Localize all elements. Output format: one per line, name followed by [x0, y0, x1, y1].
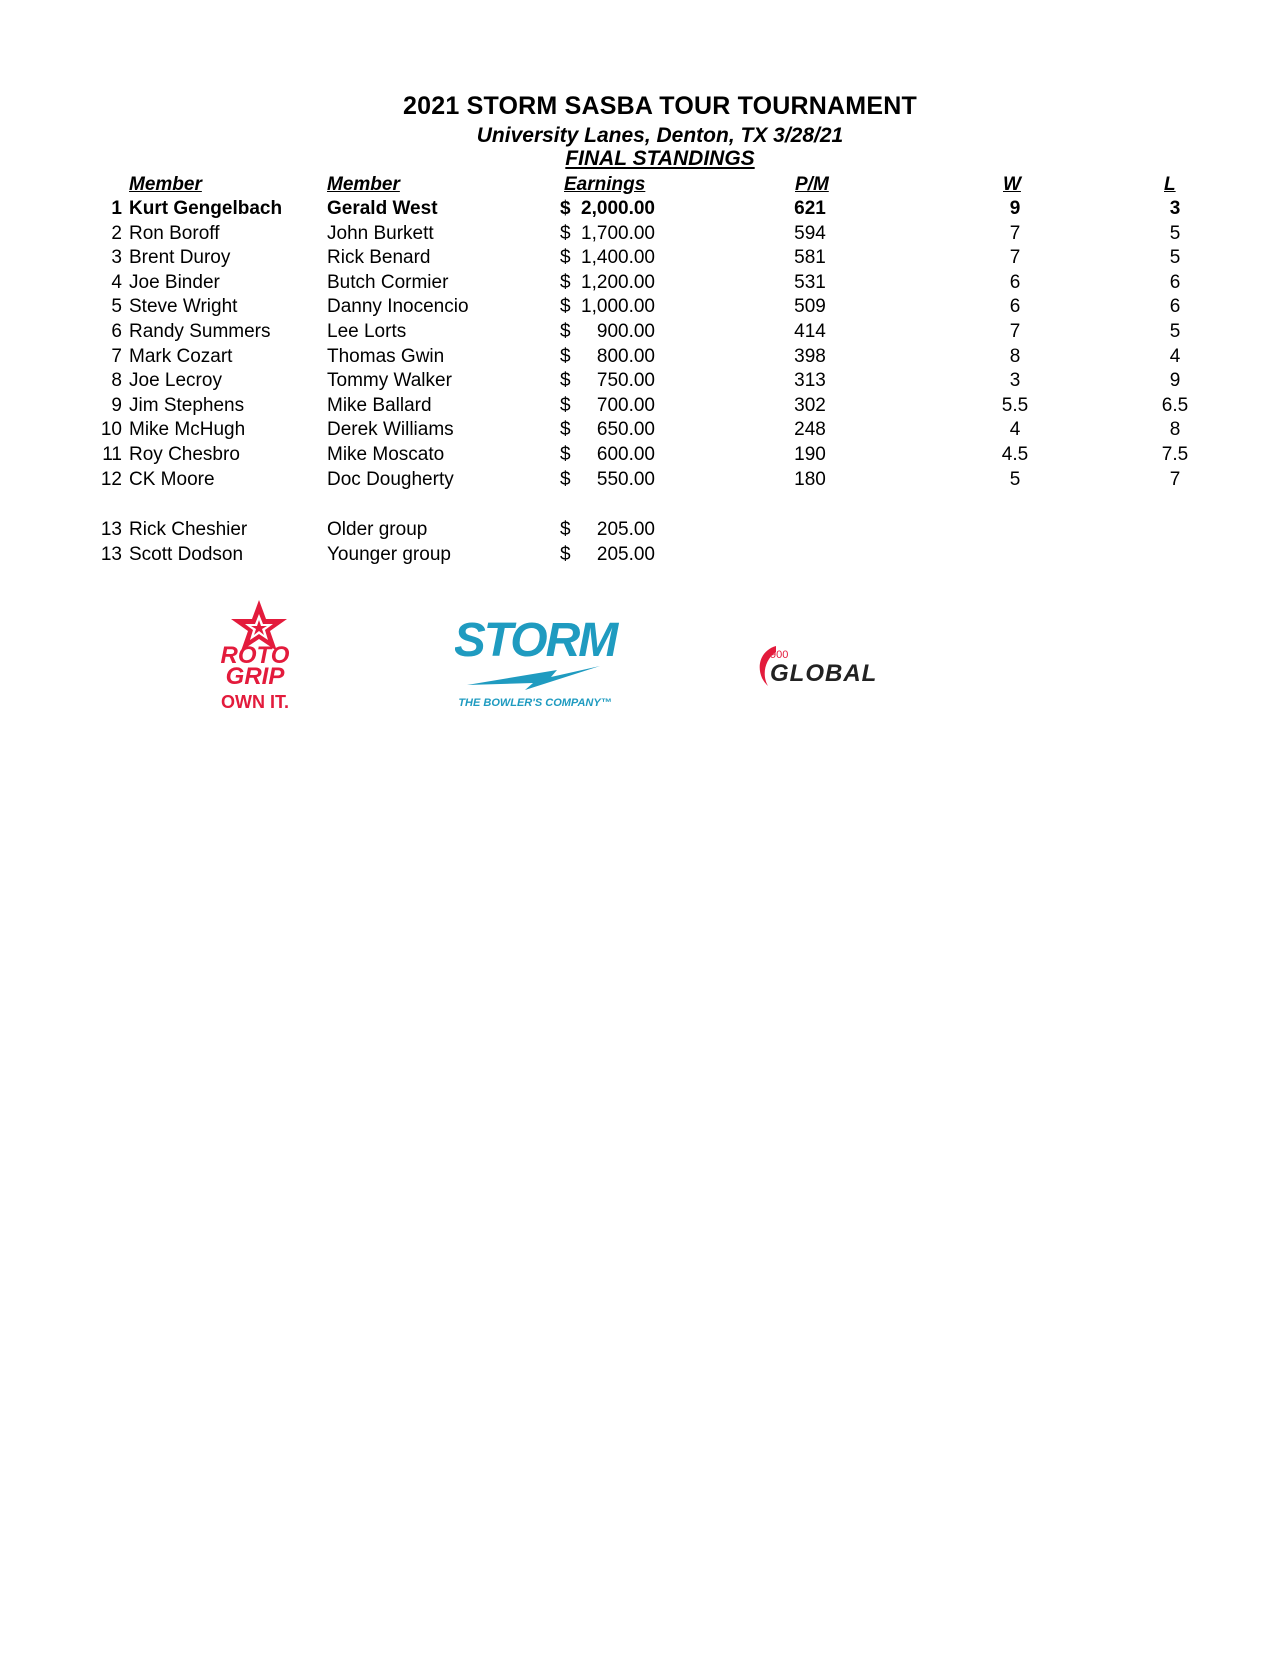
member-1-cell: Joe Lecroy — [129, 370, 222, 392]
wins-cell: 4 — [1009, 419, 1021, 441]
member-1-cell: Randy Summers — [129, 321, 271, 342]
member-1-cell: Scott Dodson — [129, 543, 244, 565]
member-1-cell: Mark Cozart — [129, 345, 233, 367]
dollar-sign: $ — [560, 543, 571, 565]
table-row — [0, 419, 1276, 443]
losses-cell: 8 — [1169, 419, 1181, 441]
table-row — [0, 395, 1276, 419]
wins-cell: 3 — [1009, 370, 1021, 392]
earnings-cell: 600.00 — [596, 444, 655, 465]
pm-cell: 313 — [794, 370, 826, 392]
lightning-bolt-icon — [467, 666, 600, 690]
table-row — [0, 247, 1276, 271]
member-2-cell: Thomas Gwin — [327, 345, 445, 367]
page-subtitle: University Lanes, Denton, TX 3/28/21 — [476, 124, 844, 147]
losses-cell: 3 — [1169, 198, 1181, 219]
rank-cell: 5 — [111, 296, 122, 318]
earnings-cell: 750.00 — [596, 370, 655, 392]
column-header-member-1: Member — [129, 174, 202, 195]
rotogrip-text-roto: ROTO — [220, 642, 290, 669]
pm-cell: 509 — [794, 296, 826, 318]
member-1-cell: Kurt Gengelbach — [129, 198, 283, 219]
earnings-cell: 550.00 — [596, 468, 655, 490]
member-1-cell: Mike McHugh — [129, 419, 246, 441]
rank-cell: 2 — [111, 222, 122, 244]
earnings-cell: 800.00 — [596, 345, 655, 367]
member-2-cell: Lee Lorts — [327, 321, 407, 342]
wins-cell: 6 — [1009, 271, 1021, 293]
rank-cell: 7 — [111, 345, 122, 367]
earnings-cell: 1,200.00 — [581, 271, 655, 293]
rank-cell: 8 — [111, 370, 122, 392]
earnings-cell: 650.00 — [596, 419, 655, 441]
member-1-cell: Brent Duroy — [129, 247, 231, 269]
rank-cell: 1 — [111, 198, 122, 219]
member-2-cell: Younger group — [327, 543, 451, 565]
member-2-cell: Butch Cormier — [327, 271, 449, 293]
dollar-sign: $ — [560, 222, 571, 244]
rank-cell: 13 — [100, 543, 122, 565]
rank-cell: 4 — [111, 271, 122, 293]
900-global-logo — [752, 640, 922, 692]
wins-cell: 5 — [1009, 468, 1021, 490]
900-global-logo-graphic — [752, 640, 922, 692]
storm-logo — [455, 608, 630, 714]
storm-logo-graphic — [455, 608, 630, 714]
member-2-cell: Mike Moscato — [327, 444, 445, 465]
pm-cell: 531 — [794, 271, 826, 293]
losses-cell: 4 — [1169, 345, 1181, 367]
member-2-cell: Derek Williams — [327, 419, 454, 441]
table-row — [0, 519, 1276, 543]
rotogrip-text-grip: GRIP — [225, 663, 285, 690]
losses-cell: 5 — [1169, 321, 1181, 342]
table-row — [0, 370, 1276, 394]
table-row — [0, 469, 1276, 493]
earnings-cell: 205.00 — [596, 519, 655, 540]
losses-cell: 9 — [1169, 370, 1181, 392]
member-1-cell: Jim Stephens — [129, 394, 245, 416]
pm-cell: 621 — [794, 198, 826, 219]
dollar-sign: $ — [560, 394, 571, 416]
table-row — [0, 444, 1276, 468]
table-row — [0, 346, 1276, 370]
table-row — [0, 198, 1276, 222]
losses-cell: 6.5 — [1161, 394, 1189, 416]
losses-cell: 5 — [1169, 247, 1181, 269]
column-header-w: W — [1003, 174, 1021, 195]
dollar-sign: $ — [560, 296, 571, 318]
pm-cell: 398 — [794, 345, 826, 367]
member-2-cell: Doc Dougherty — [327, 468, 454, 490]
member-2-cell: Mike Ballard — [327, 394, 432, 416]
dollar-sign: $ — [560, 271, 571, 293]
dollar-sign: $ — [560, 321, 571, 342]
dollar-sign: $ — [560, 247, 571, 269]
dollar-sign: $ — [560, 444, 571, 465]
member-2-cell: Older group — [327, 519, 428, 540]
pm-cell: 180 — [794, 468, 826, 490]
earnings-cell: 1,400.00 — [581, 247, 655, 269]
storm-tagline: THE BOWLER'S COMPANY™ — [458, 697, 612, 709]
dollar-sign: $ — [560, 519, 571, 540]
dollar-sign: $ — [560, 419, 571, 441]
earnings-cell: 1,000.00 — [581, 296, 655, 318]
rank-cell: 9 — [111, 394, 122, 416]
member-2-cell: Rick Benard — [327, 247, 431, 269]
pm-cell: 414 — [794, 321, 826, 342]
rank-cell: 13 — [100, 519, 122, 540]
losses-cell: 5 — [1169, 222, 1181, 244]
rotogrip-tagline: OWN IT. — [221, 692, 289, 712]
wins-cell: 4.5 — [1001, 444, 1029, 465]
rank-cell: 11 — [102, 444, 122, 465]
column-header-member-2: Member — [327, 174, 400, 195]
dollar-sign: $ — [560, 198, 571, 219]
earnings-cell: 2,000.00 — [581, 198, 655, 219]
table-row — [0, 272, 1276, 296]
table-row — [0, 321, 1276, 345]
rank-cell: 6 — [111, 321, 122, 342]
pm-cell: 594 — [794, 222, 826, 244]
dollar-sign: $ — [560, 345, 571, 367]
member-2-cell: Gerald West — [327, 198, 438, 219]
column-header-pm: P/M — [795, 174, 829, 195]
member-1-cell: Rick Cheshier — [129, 519, 248, 540]
wins-cell: 7 — [1009, 222, 1021, 244]
column-header-l: L — [1164, 174, 1176, 195]
table-row — [0, 296, 1276, 320]
member-2-cell: John Burkett — [327, 222, 434, 244]
wins-cell: 8 — [1009, 345, 1021, 367]
global-number-900: 900 — [770, 649, 789, 661]
rank-cell: 10 — [100, 419, 122, 441]
wins-cell: 9 — [1009, 198, 1021, 219]
member-1-cell: Steve Wright — [129, 296, 238, 318]
table-row — [0, 223, 1276, 247]
dollar-sign: $ — [560, 468, 571, 490]
section-title: FINAL STANDINGS — [565, 147, 755, 170]
losses-cell: 7.5 — [1161, 444, 1189, 465]
rank-cell: 12 — [100, 468, 122, 490]
earnings-cell: 205.00 — [596, 543, 655, 565]
table-row — [0, 544, 1276, 568]
page-title: 2021 STORM SASBA TOUR TOURNAMENT — [403, 92, 917, 120]
member-2-cell: Danny Inocencio — [327, 296, 469, 318]
earnings-cell: 700.00 — [596, 394, 655, 416]
wins-cell: 5.5 — [1001, 394, 1029, 416]
wins-cell: 7 — [1009, 247, 1021, 269]
pm-cell: 248 — [794, 419, 826, 441]
member-2-cell: Tommy Walker — [327, 370, 452, 392]
losses-cell: 6 — [1169, 296, 1181, 318]
earnings-cell: 900.00 — [596, 321, 655, 342]
rotogrip-logo — [185, 600, 325, 712]
pm-cell: 581 — [794, 247, 826, 269]
pm-cell: 190 — [794, 444, 826, 465]
losses-cell: 7 — [1169, 468, 1181, 490]
earnings-cell: 1,700.00 — [581, 222, 655, 244]
wins-cell: 7 — [1009, 321, 1021, 342]
pm-cell: 302 — [794, 394, 826, 416]
member-1-cell: Joe Binder — [129, 271, 220, 293]
member-1-cell: Roy Chesbro — [129, 444, 240, 465]
member-1-cell: CK Moore — [129, 468, 215, 490]
wins-cell: 6 — [1009, 296, 1021, 318]
rotogrip-logo-graphic — [185, 600, 325, 712]
global-wordmark: GLOBAL — [770, 660, 878, 687]
storm-wordmark: STORM — [455, 614, 617, 667]
losses-cell: 6 — [1169, 271, 1181, 293]
column-header-earnings: Earnings — [564, 174, 646, 195]
rank-cell: 3 — [111, 247, 122, 269]
member-1-cell: Ron Boroff — [129, 222, 220, 244]
dollar-sign: $ — [560, 370, 571, 392]
